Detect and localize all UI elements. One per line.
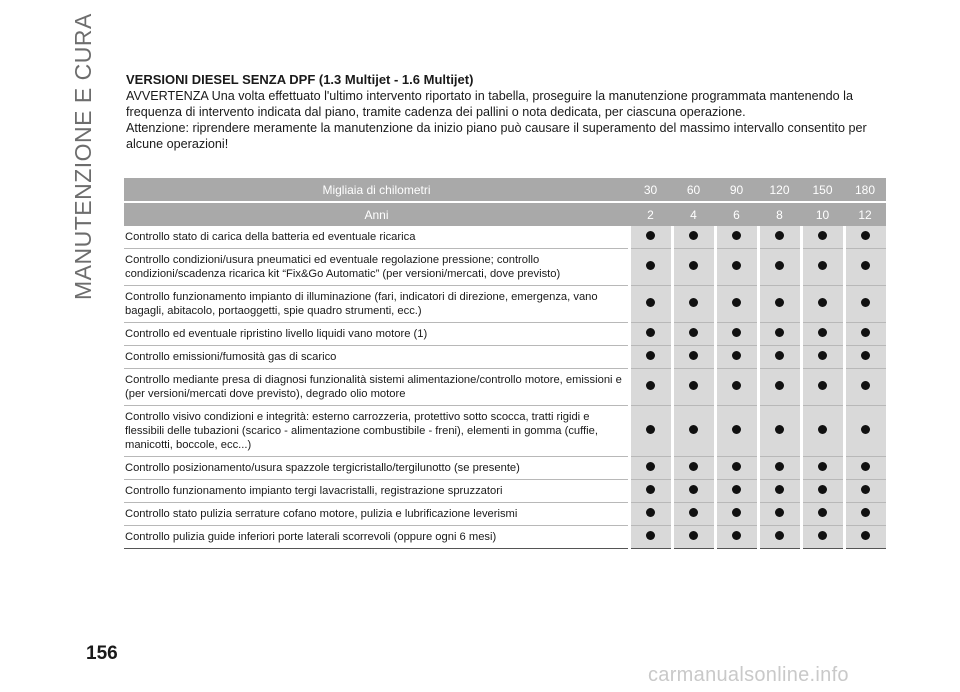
interval-cell: [715, 369, 758, 406]
interval-cell: [758, 526, 801, 549]
years-header-cell: 4: [672, 202, 715, 226]
page-number: 156: [86, 643, 118, 664]
bullet-dot-icon: [732, 531, 741, 540]
table-row: [124, 226, 886, 249]
interval-cell: [629, 503, 672, 526]
interval-cell: [758, 346, 801, 369]
table-row: [124, 480, 886, 503]
km-header-cell: 150: [801, 178, 844, 202]
bullet-dot-icon: [689, 531, 698, 540]
interval-cell: [758, 480, 801, 503]
bullet-dot-icon: [775, 462, 784, 471]
operation-description: Controllo pulizia guide inferiori porte laterali scorrevoli (oppure ogni 6 mesi): [124, 526, 629, 549]
interval-cell: [629, 369, 672, 406]
km-header-cell: 30: [629, 178, 672, 202]
warning-text: AVVERTENZA Una volta effettuato l'ultimo intervento riportato in tabella, proseguire la manutenzione programmata mantenendo la frequenza di intervento indicata dal piano, tramite cadenza dei pallini o nota dedicata, per ciascuna operazione.: [126, 89, 853, 119]
interval-cell: [672, 226, 715, 249]
interval-cell: [844, 323, 886, 346]
bullet-dot-icon: [861, 298, 870, 307]
bullet-dot-icon: [775, 231, 784, 240]
years-header-cell: 8: [758, 202, 801, 226]
bullet-dot-icon: [775, 508, 784, 517]
bullet-dot-icon: [689, 261, 698, 270]
bullet-dot-icon: [818, 351, 827, 360]
bullet-dot-icon: [689, 485, 698, 494]
interval-cell: [715, 503, 758, 526]
bullet-dot-icon: [646, 425, 655, 434]
interval-cell: [672, 346, 715, 369]
bullet-dot-icon: [775, 425, 784, 434]
bullet-dot-icon: [861, 508, 870, 517]
interval-cell: [715, 480, 758, 503]
interval-cell: [801, 346, 844, 369]
years-header-cell: 10: [801, 202, 844, 226]
bullet-dot-icon: [861, 328, 870, 337]
table-row: [124, 406, 886, 457]
interval-cell: [629, 480, 672, 503]
section-title-vertical: MANUTENZIONE E CURA: [70, 13, 96, 300]
bullet-dot-icon: [861, 381, 870, 390]
bullet-dot-icon: [775, 261, 784, 270]
interval-cell: [672, 480, 715, 503]
attention-text: Attenzione: riprendere meramente la manutenzione da inizio piano può causare il superamento del massimo intervallo consentito per alcune operazioni!: [126, 121, 867, 151]
table-row: [124, 457, 886, 480]
interval-cell: [672, 286, 715, 323]
interval-cell: [715, 457, 758, 480]
interval-cell: [672, 503, 715, 526]
bullet-dot-icon: [646, 328, 655, 337]
interval-cell: [801, 406, 844, 457]
table-row: [124, 346, 886, 369]
operation-description: Controllo visivo condizioni e integrità: esterno carrozzeria, protettivo sotto scocca, tratti rigidi e flessibili delle tubazioni (scarico - alimentazione combustibile - freni), elementi in gomma (cuffie, manicotti, boccole, ecc...): [124, 406, 629, 457]
interval-cell: [715, 323, 758, 346]
content: [126, 72, 886, 152]
bullet-dot-icon: [689, 425, 698, 434]
bullet-dot-icon: [646, 485, 655, 494]
years-header-label: Anni: [124, 202, 629, 226]
operation-description: Controllo funzionamento impianto di illuminazione (fari, indicatori di direzione, emergenza, vano bagagli, abitacolo, portaoggetti, spie quadro strumenti, ecc.): [124, 286, 629, 323]
bullet-dot-icon: [646, 261, 655, 270]
footer-watermark: carmanualsonline.info: [648, 664, 849, 686]
interval-cell: [715, 406, 758, 457]
bullet-dot-icon: [732, 298, 741, 307]
interval-cell: [672, 406, 715, 457]
interval-cell: [844, 286, 886, 323]
operation-description: Controllo emissioni/fumosità gas di scarico: [124, 346, 629, 369]
interval-cell: [758, 286, 801, 323]
years-header-row: [124, 202, 886, 226]
bullet-dot-icon: [689, 462, 698, 471]
bullet-dot-icon: [861, 231, 870, 240]
interval-cell: [844, 457, 886, 480]
bullet-dot-icon: [689, 508, 698, 517]
bullet-dot-icon: [861, 485, 870, 494]
bullet-dot-icon: [732, 381, 741, 390]
bullet-dot-icon: [861, 351, 870, 360]
bullet-dot-icon: [861, 425, 870, 434]
interval-cell: [801, 369, 844, 406]
interval-cell: [672, 369, 715, 406]
interval-cell: [758, 323, 801, 346]
bullet-dot-icon: [818, 298, 827, 307]
interval-cell: [672, 457, 715, 480]
bullet-dot-icon: [732, 508, 741, 517]
interval-cell: [672, 249, 715, 286]
years-header-cell: 2: [629, 202, 672, 226]
bullet-dot-icon: [775, 381, 784, 390]
interval-cell: [758, 457, 801, 480]
table-row: [124, 323, 886, 346]
bullet-dot-icon: [689, 351, 698, 360]
interval-cell: [844, 480, 886, 503]
km-header-cell: 180: [844, 178, 886, 202]
bullet-dot-icon: [775, 485, 784, 494]
interval-cell: [672, 323, 715, 346]
interval-cell: [844, 226, 886, 249]
interval-cell: [801, 457, 844, 480]
interval-cell: [801, 480, 844, 503]
bullet-dot-icon: [818, 425, 827, 434]
interval-cell: [758, 503, 801, 526]
bullet-dot-icon: [732, 261, 741, 270]
maintenance-table: [124, 178, 886, 549]
interval-cell: [629, 249, 672, 286]
bullet-dot-icon: [732, 328, 741, 337]
bullet-dot-icon: [646, 351, 655, 360]
interval-cell: [844, 526, 886, 549]
interval-cell: [801, 503, 844, 526]
bullet-dot-icon: [732, 231, 741, 240]
bullet-dot-icon: [775, 351, 784, 360]
interval-cell: [844, 249, 886, 286]
interval-cell: [758, 249, 801, 286]
operation-description: Controllo condizioni/usura pneumatici ed eventuale regolazione pressione; controllo condizioni/scadenza ricarica kit “Fix&Go Automatic” (per versioni/mercati, dove previsto): [124, 249, 629, 286]
interval-cell: [844, 346, 886, 369]
interval-cell: [715, 286, 758, 323]
bullet-dot-icon: [689, 328, 698, 337]
table-row: [124, 526, 886, 549]
interval-cell: [801, 249, 844, 286]
bullet-dot-icon: [689, 298, 698, 307]
bullet-dot-icon: [646, 381, 655, 390]
interval-cell: [844, 503, 886, 526]
interval-cell: [629, 323, 672, 346]
years-header-cell: 12: [844, 202, 886, 226]
bullet-dot-icon: [689, 231, 698, 240]
interval-cell: [672, 526, 715, 549]
bullet-dot-icon: [775, 298, 784, 307]
interval-cell: [629, 406, 672, 457]
years-header-cell: 6: [715, 202, 758, 226]
interval-cell: [629, 457, 672, 480]
bullet-dot-icon: [732, 425, 741, 434]
bullet-dot-icon: [818, 508, 827, 517]
interval-cell: [715, 526, 758, 549]
interval-cell: [715, 346, 758, 369]
bullet-dot-icon: [818, 261, 827, 270]
table-row: [124, 369, 886, 406]
bullet-dot-icon: [646, 231, 655, 240]
interval-cell: [801, 323, 844, 346]
bullet-dot-icon: [646, 531, 655, 540]
bullet-dot-icon: [775, 328, 784, 337]
bullet-dot-icon: [732, 462, 741, 471]
bullet-dot-icon: [775, 531, 784, 540]
bullet-dot-icon: [818, 485, 827, 494]
interval-cell: [629, 346, 672, 369]
bullet-dot-icon: [818, 231, 827, 240]
km-header-cell: 120: [758, 178, 801, 202]
bullet-dot-icon: [818, 381, 827, 390]
bullet-dot-icon: [861, 261, 870, 270]
interval-cell: [801, 526, 844, 549]
bullet-dot-icon: [646, 462, 655, 471]
operation-description: Controllo posizionamento/usura spazzole tergicristallo/tergilunotto (se presente): [124, 457, 629, 480]
interval-cell: [758, 406, 801, 457]
km-header-cell: 60: [672, 178, 715, 202]
interval-cell: [801, 286, 844, 323]
operation-description: Controllo ed eventuale ripristino livello liquidi vano motore (1): [124, 323, 629, 346]
bullet-dot-icon: [818, 328, 827, 337]
km-header-row: [124, 178, 886, 202]
interval-cell: [629, 286, 672, 323]
bullet-dot-icon: [732, 351, 741, 360]
operation-description: Controllo mediante presa di diagnosi funzionalità sistemi alimentazione/controllo motore, emissioni e (per versioni/mercati dove previsto), degrado olio motore: [124, 369, 629, 406]
interval-cell: [844, 406, 886, 457]
table-row: [124, 286, 886, 323]
section-heading: VERSIONI DIESEL SENZA DPF (1.3 Multijet - 1.6 Multijet): [126, 72, 474, 87]
interval-cell: [801, 226, 844, 249]
bullet-dot-icon: [818, 462, 827, 471]
bullet-dot-icon: [818, 531, 827, 540]
table-row: [124, 249, 886, 286]
bullet-dot-icon: [861, 462, 870, 471]
interval-cell: [629, 526, 672, 549]
operation-description: Controllo funzionamento impianto tergi lavacristalli, registrazione spruzzatori: [124, 480, 629, 503]
interval-cell: [844, 369, 886, 406]
bullet-dot-icon: [646, 508, 655, 517]
interval-cell: [629, 226, 672, 249]
bullet-dot-icon: [732, 485, 741, 494]
km-header-label: Migliaia di chilometri: [124, 178, 629, 202]
bullet-dot-icon: [646, 298, 655, 307]
km-header-cell: 90: [715, 178, 758, 202]
interval-cell: [758, 226, 801, 249]
interval-cell: [715, 249, 758, 286]
interval-cell: [758, 369, 801, 406]
operation-description: Controllo stato di carica della batteria ed eventuale ricarica: [124, 226, 629, 249]
operation-description: Controllo stato pulizia serrature cofano motore, pulizia e lubrificazione leverismi: [124, 503, 629, 526]
bullet-dot-icon: [861, 531, 870, 540]
table-row: [124, 503, 886, 526]
interval-cell: [715, 226, 758, 249]
bullet-dot-icon: [689, 381, 698, 390]
